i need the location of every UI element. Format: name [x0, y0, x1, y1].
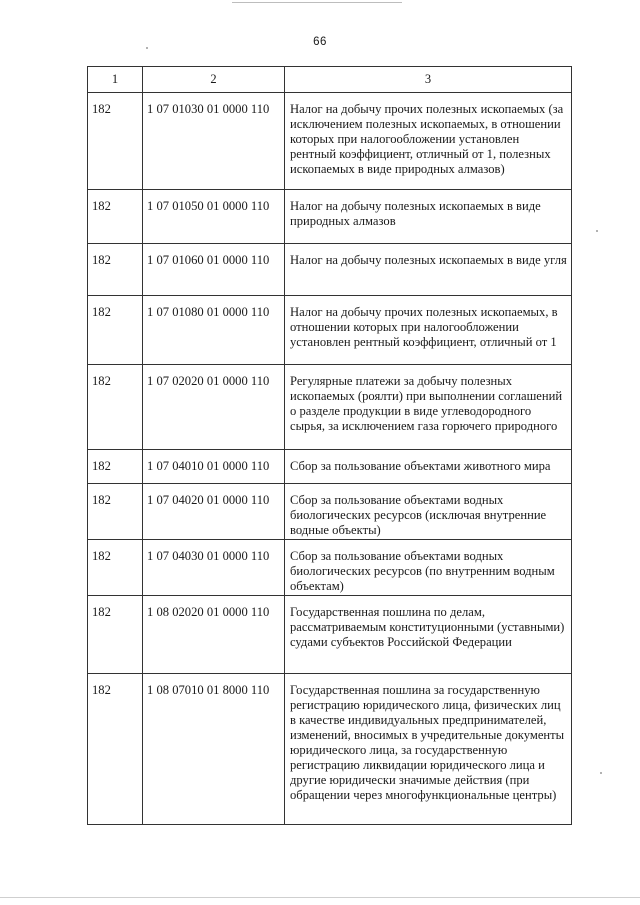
- admin-code-cell: 182: [88, 296, 143, 365]
- admin-code-cell: 182: [88, 93, 143, 190]
- kbk-code-cell: 1 07 01060 01 0000 110: [143, 244, 285, 296]
- admin-code-cell: 182: [88, 365, 143, 450]
- table-row: [88, 93, 572, 190]
- table-row: [88, 450, 572, 484]
- header-row: [88, 67, 572, 93]
- kbk-code-cell: 1 07 01080 01 0000 110: [143, 296, 285, 365]
- description-cell: Сбор за пользование объектами водных биологических ресурсов (исключая внутренние водные объекты): [285, 484, 572, 540]
- table-row: [88, 484, 572, 540]
- kbk-code-cell: 1 07 04030 01 0000 110: [143, 540, 285, 596]
- description-cell: Государственная пошлина за государственную регистрацию юридического лица, физических лиц в качестве индивидуальных предпринимателей, изменений, вносимых в учредительные документы юридического лица, за государственную регистрацию ликвидации юридического лица и другие юридически значимые действия (при обращении через многофункциональные центры): [285, 674, 572, 825]
- header-col-3: 3: [285, 67, 572, 93]
- description-cell: Сбор за пользование объектами водных биологических ресурсов (по внутренним водным объектам): [285, 540, 572, 596]
- table-row: [88, 190, 572, 244]
- description-cell: Налог на добычу прочих полезных ископаемых, в отношении которых при налогообложении установлен рентный коэффициент, отличный от 1: [285, 296, 572, 365]
- header-col-1: 1: [88, 67, 143, 93]
- kbk-table: [87, 66, 572, 825]
- admin-code-cell: 182: [88, 674, 143, 825]
- description-cell: Сбор за пользование объектами животного мира: [285, 450, 572, 484]
- admin-code-cell: 182: [88, 190, 143, 244]
- table-row: [88, 596, 572, 674]
- top-scan-rule: [232, 2, 402, 3]
- description-cell: Налог на добычу прочих полезных ископаемых (за исключением полезных ископаемых, в отношении которых при налогообложении установлен рентный коэффициент, отличный от 1, полезных ископаемых в виде природных алмазов): [285, 93, 572, 190]
- table-row: [88, 674, 572, 825]
- table-row: [88, 244, 572, 296]
- scan-speck: [146, 47, 148, 49]
- kbk-code-cell: 1 07 01030 01 0000 110: [143, 93, 285, 190]
- kbk-code-cell: 1 08 02020 01 0000 110: [143, 596, 285, 674]
- kbk-code-cell: 1 07 04020 01 0000 110: [143, 484, 285, 540]
- kbk-code-cell: 1 07 02020 01 0000 110: [143, 365, 285, 450]
- description-cell: Регулярные платежи за добычу полезных ископаемых (роялти) при выполнении соглашений о разделе продукции в виде углеводородного сырья, за исключением газа горючего природного: [285, 365, 572, 450]
- kbk-code-cell: 1 08 07010 01 8000 110: [143, 674, 285, 825]
- admin-code-cell: 182: [88, 540, 143, 596]
- scan-speck: [596, 230, 598, 232]
- kbk-code-cell: 1 07 01050 01 0000 110: [143, 190, 285, 244]
- header-col-2: 2: [143, 67, 285, 93]
- scan-speck: [600, 772, 602, 774]
- description-cell: Налог на добычу полезных ископаемых в виде угля: [285, 244, 572, 296]
- table-row: [88, 365, 572, 450]
- table-row: [88, 296, 572, 365]
- admin-code-cell: 182: [88, 596, 143, 674]
- description-cell: Государственная пошлина по делам, рассматриваемым конституционными (уставными) судами субъектов Российской Федерации: [285, 596, 572, 674]
- table-row: [88, 540, 572, 596]
- kbk-code-cell: 1 07 04010 01 0000 110: [143, 450, 285, 484]
- admin-code-cell: 182: [88, 450, 143, 484]
- page-number: 66: [313, 36, 327, 48]
- admin-code-cell: 182: [88, 244, 143, 296]
- bottom-scan-rule: [0, 897, 640, 898]
- description-cell: Налог на добычу полезных ископаемых в виде природных алмазов: [285, 190, 572, 244]
- admin-code-cell: 182: [88, 484, 143, 540]
